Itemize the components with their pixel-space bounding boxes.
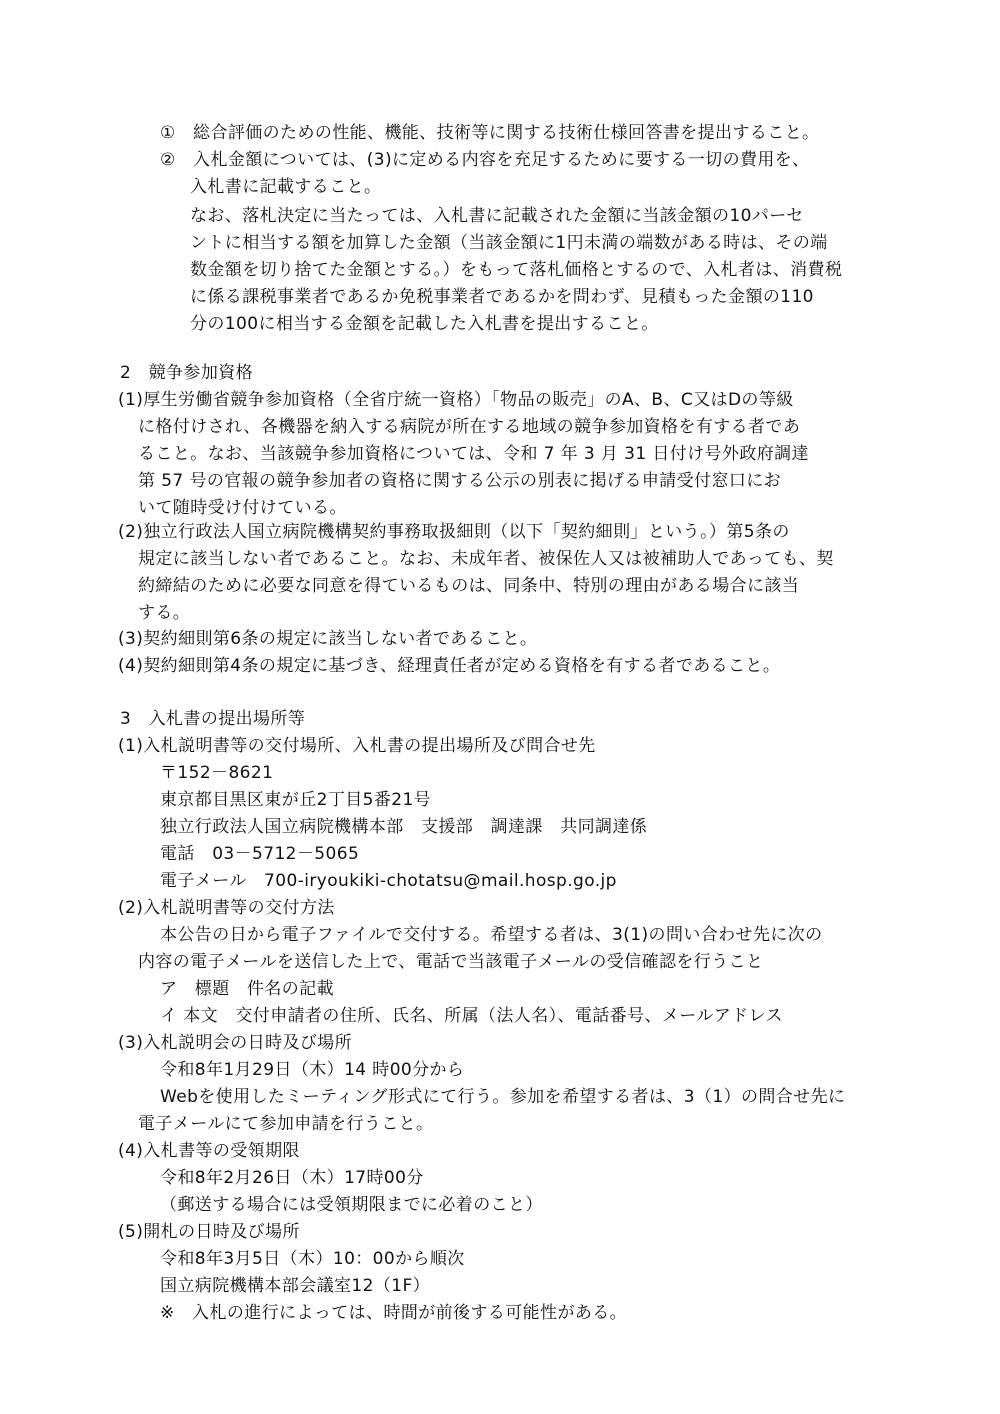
section-2-line: (2)独立行政法人国立病院機構契約事務取扱細則（以下「契約細則」という。）第5条の <box>118 522 790 542</box>
section-3-line: 〒152－8621 <box>160 763 274 783</box>
section-3-line: 令和8年3月5日（木）10：00から順次 <box>160 1249 465 1269</box>
section-2-line: する。 <box>138 603 191 623</box>
item-2-note-line-1: なお、落札決定に当たっては、入札書に記載された金額に当該金額の10パーセ <box>190 206 804 226</box>
section-3-line: 電子メール 700-iryoukiki-chotatsu@mail.hosp.go.jp <box>160 871 617 891</box>
section-3-line: （郵送する場合には受領期限までに必着のこと） <box>160 1195 543 1215</box>
section-3-line: (2)入札説明書等の交付方法 <box>118 898 335 918</box>
section-3-line: 電子メールにて参加申請を行うこと。 <box>138 1114 434 1134</box>
section-2-line: (1)厚生労働省競争参加資格（全省庁統一資格）「物品の販売」のA、B、C又はDの等級 <box>118 390 794 410</box>
section-3-line: イ 本文 交付申請者の住所、氏名、所属（法人名）、電話番号、メールアドレス <box>160 1006 783 1026</box>
section-3-heading: 3 入札書の提出場所等 <box>120 709 306 729</box>
section-2-line: に格付けされ、各機器を納入する病院が所在する地域の競争参加資格を有する者であ <box>138 417 801 437</box>
section-2-line: (4)契約細則第4条の規定に基づき、経理責任者が定める資格を有する者であること。 <box>118 656 781 676</box>
section-3-line: 令和8年1月29日（木）14 時00分から <box>160 1060 465 1080</box>
section-3-line: 本公告の日から電子ファイルで交付する。希望する者は、3(1)の問い合わせ先に次の <box>160 925 823 945</box>
section-3-line: 電話 03－5712－5065 <box>160 844 360 864</box>
item-2-note-line-4: に係る課税事業者であるか免税事業者であるかを問わず、見積もった金額の110 <box>190 287 814 307</box>
section-3-line: Webを使用したミーティング形式にて行う。参加を希望する者は、3（1）の問合せ先に <box>160 1087 846 1107</box>
section-3-line: (5)開札の日時及び場所 <box>118 1222 300 1242</box>
section-2-line: 約締結のために必要な同意を得ているものは、同条中、特別の理由がある場合に該当 <box>138 576 800 596</box>
section-2-line: (3)契約細則第6条の規定に該当しない者であること。 <box>118 629 538 649</box>
section-3-line: (3)入札説明会の日時及び場所 <box>118 1033 353 1053</box>
section-3-line: (4)入札書等の受領期限 <box>118 1141 300 1161</box>
section-3-line: 内容の電子メールを送信した上で、電話で当該電子メールの受信確認を行うこと <box>138 952 764 972</box>
item-2-note-line-5: 分の100に相当する金額を記載した入札書を提出すること。 <box>190 314 659 334</box>
section-2-line: ること。なお、当該競争参加資格については、令和 7 年 3 月 31 日付け号外政府調達 <box>138 444 809 464</box>
section-3-line: 東京都目黒区東が丘2丁目5番21号 <box>160 790 432 810</box>
section-3-line: ア 標題 件名の記載 <box>160 979 334 999</box>
item-2-line-2: 入札書に記載すること。 <box>190 177 382 197</box>
section-2-line: 第 57 号の官報の競争参加者の資格に関する公示の別表に掲げる申請受付窓口にお <box>138 471 782 491</box>
item-2-bid-amount: ② 入札金額については、(3)に定める内容を充足するために要する一切の費用を、 <box>160 150 810 170</box>
item-2-note-line-2: ントに相当する額を加算した金額（当該金額に1円未満の端数がある時は、その端 <box>190 233 828 253</box>
section-2-heading: 2 競争参加資格 <box>120 363 254 383</box>
section-3-line: ※ 入札の進行によっては、時間が前後する可能性がある。 <box>160 1303 628 1323</box>
section-3-line: 国立病院機構本部会議室12（1F） <box>160 1276 431 1296</box>
section-3-line: 独立行政法人国立病院機構本部 支援部 調達課 共同調達係 <box>160 817 648 837</box>
section-3-line: 令和8年2月26日（木）17時00分 <box>160 1168 424 1188</box>
section-2-line: 規定に該当しない者であること。なお、未成年者、被保佐人又は被補助人であっても、契 <box>138 549 834 569</box>
item-2-note-line-3: 数金額を切り捨てた金額とする。）をもって落札価格とするので、入札者は、消費税 <box>190 260 843 280</box>
section-3-line: (1)入札説明書等の交付場所、入札書の提出場所及び問合せ先 <box>118 736 596 756</box>
item-1-technical-spec: ① 総合評価のための性能、機能、技術等に関する技術仕様回答書を提出すること。 <box>160 123 820 143</box>
section-2-line: いて随時受け付けている。 <box>138 498 347 518</box>
